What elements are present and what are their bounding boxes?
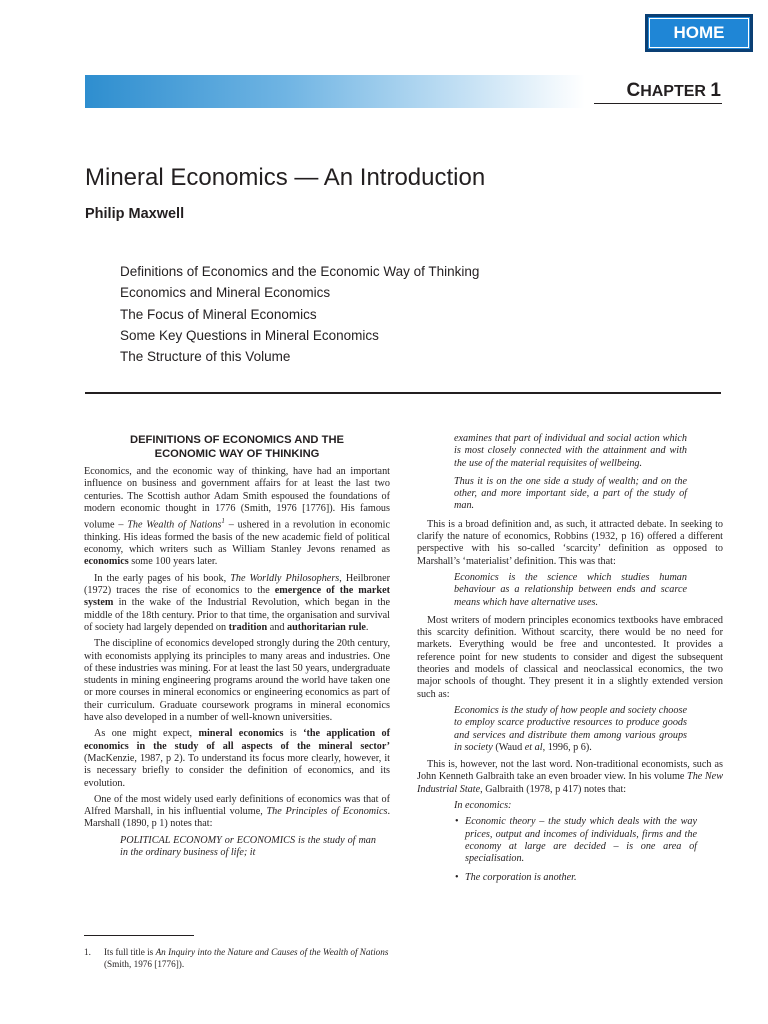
bullet-item: • Economic theory – the study which deals with the way prices, output and incomes of individuals, firms and the economy at large are decided – is one area of specialisation. — [455, 816, 697, 865]
quote-lead: In economics: — [454, 800, 512, 812]
left-column — [84, 433, 390, 865]
body-paragraph: Most writers of modern principles economics textbooks have embraced this scarcity definition. Without scarcity, there would be no need for markets. Everything would be free and uncontested. It provides a reference point for new students to consider and digest the subsequent theories and models of classical and neoclassical economics, the two major schools of thought. They present it in a slightly extended version such as: — [417, 614, 723, 700]
toc-link-economics-mineral-economics[interactable]: Economics and Mineral Economics — [120, 285, 331, 301]
bullet-item: • The corporation is another. — [455, 871, 577, 883]
toc-item — [120, 325, 479, 346]
body-paragraph: The discipline of economics developed strongly during the 20th century, with economists applying its principles to many areas and industries. One of these industries was mining. For at least the last 50 years, undergraduate students in mining engineering programs around the world have taken one or more courses in mineral economics or engineering economics as part of their curriculum. Graduate coursework programs in mineral economics have also developed in a number of well-known universities. — [84, 638, 390, 724]
chapter-underline — [594, 103, 722, 104]
bullet-icon: • — [455, 871, 459, 883]
author-name: Philip Maxwell — [85, 206, 185, 222]
block-quote: POLITICAL ECONOMY or ECONOMICS is the study of man in the ordinary business of life; it — [120, 834, 376, 858]
toc-link-focus[interactable]: The Focus of Mineral Economics — [120, 306, 317, 322]
toc-link-structure[interactable]: The Structure of this Volume — [120, 349, 291, 365]
body-paragraph: This is, however, not the last word. Non-traditional economists, such as John Kenneth Galbraith take an even broader view. In his volume The New Industrial State, Galbraith (1978, p 417) notes that: — [417, 759, 723, 795]
page-title: Mineral Economics — An Introduction — [85, 164, 486, 191]
footnote — [84, 947, 390, 970]
body-paragraph: One of the most widely used early definitions of economics was that of Alfred Marshall, in his influential volume, The Principles of Economics. Marshall (1890, p 1) notes that: — [84, 793, 391, 830]
chapter-label: CHAPTER 1 — [626, 80, 721, 101]
toc-item — [120, 261, 479, 282]
toc-link-key-questions[interactable]: Some Key Questions in Mineral Economics — [120, 327, 379, 343]
section-heading: DEFINITIONS OF ECONOMICS AND THE ECONOMIC WAY OF THINKING — [129, 434, 344, 460]
footnote-rule — [84, 935, 194, 936]
bullet-icon: • — [455, 816, 459, 828]
right-column — [417, 433, 723, 890]
toc-link-definitions[interactable]: Definitions of Economics and the Economic Way of Thinking — [120, 264, 480, 279]
chapter-number: 1 — [710, 80, 721, 101]
section-divider — [85, 392, 721, 394]
footnote-ref[interactable]: 1 — [221, 517, 225, 526]
toc-item — [120, 304, 479, 325]
block-quote: examines that part of individual and social action which is most closely connected with the attainment and with the use of the material requisites of wellbeing. — [454, 433, 687, 469]
body-paragraph: Economics, and the economic way of thinking, have had an important influence on business and government affairs for at least the last two centuries. The Scottish author Adam Smith espoused the foundations of modern economic thought in 1776 (Smith, 1976 [1776]). His famous volume – The Wealth of Nations$^1$ – ushered in a revolution in economic thinking. His ideas formed the basis of the new academic field of political economy, which writers such as William Stanley Jevons renamed as economics some 100 years later. — [84, 466, 391, 568]
home-button[interactable] — [645, 14, 753, 52]
footnote-number: 1. — [84, 947, 91, 957]
body-paragraph: In the early pages of his book, The Worldly Philosophers, Heilbroner (1972) traces the rise of economics to the emergence of the market system in the wake of the Industrial Revolution, which began in the middle of the 18th century. Prior to that time, the organisation and survival of society had largely depended on tradition and authoritarian rule. — [84, 572, 390, 633]
chapter-header-band — [85, 75, 585, 108]
body-paragraph: As one might expect, mineral economics is ‘the application of economics in the study of all aspects of the mineral sector’ (MacKenzie, 1987, p 2). To understand its focus more clearly, however, it is necessary briefly to consider the definition of economics, and its evolution. — [84, 728, 390, 789]
toc-item — [120, 282, 479, 303]
block-quote: Economics is the science which studies human behaviour as a relationship between ends and scarce means which have alternative uses. — [454, 571, 687, 608]
block-quote: Economics is the study of how people and society choose to employ scarce productive resources to produce goods and services and distribute them among various groups in society (Waud et al, 1996, p 6). — [454, 704, 687, 753]
chapter-contents — [120, 261, 479, 367]
toc-item — [120, 346, 479, 367]
body-paragraph: This is a broad definition and, as such, it attracted debate. In seeking to clarify the nature of economics, Robbins (1932, p 16) offered a different perspective with his so-called ‘scarcity’ definition as opposed to Marshall’s ‘materialist’ definition. This was that: — [417, 518, 723, 567]
block-quote: Thus it is on the one side a study of wealth; and on the other, and more important side, a part of the study of man. — [454, 475, 687, 512]
home-button-label: HOME — [673, 23, 725, 42]
footnote-text: Its full title is An Inquiry into the Nature and Causes of the Wealth of Nations (Smith, 1976 [1776]). — [104, 947, 389, 969]
